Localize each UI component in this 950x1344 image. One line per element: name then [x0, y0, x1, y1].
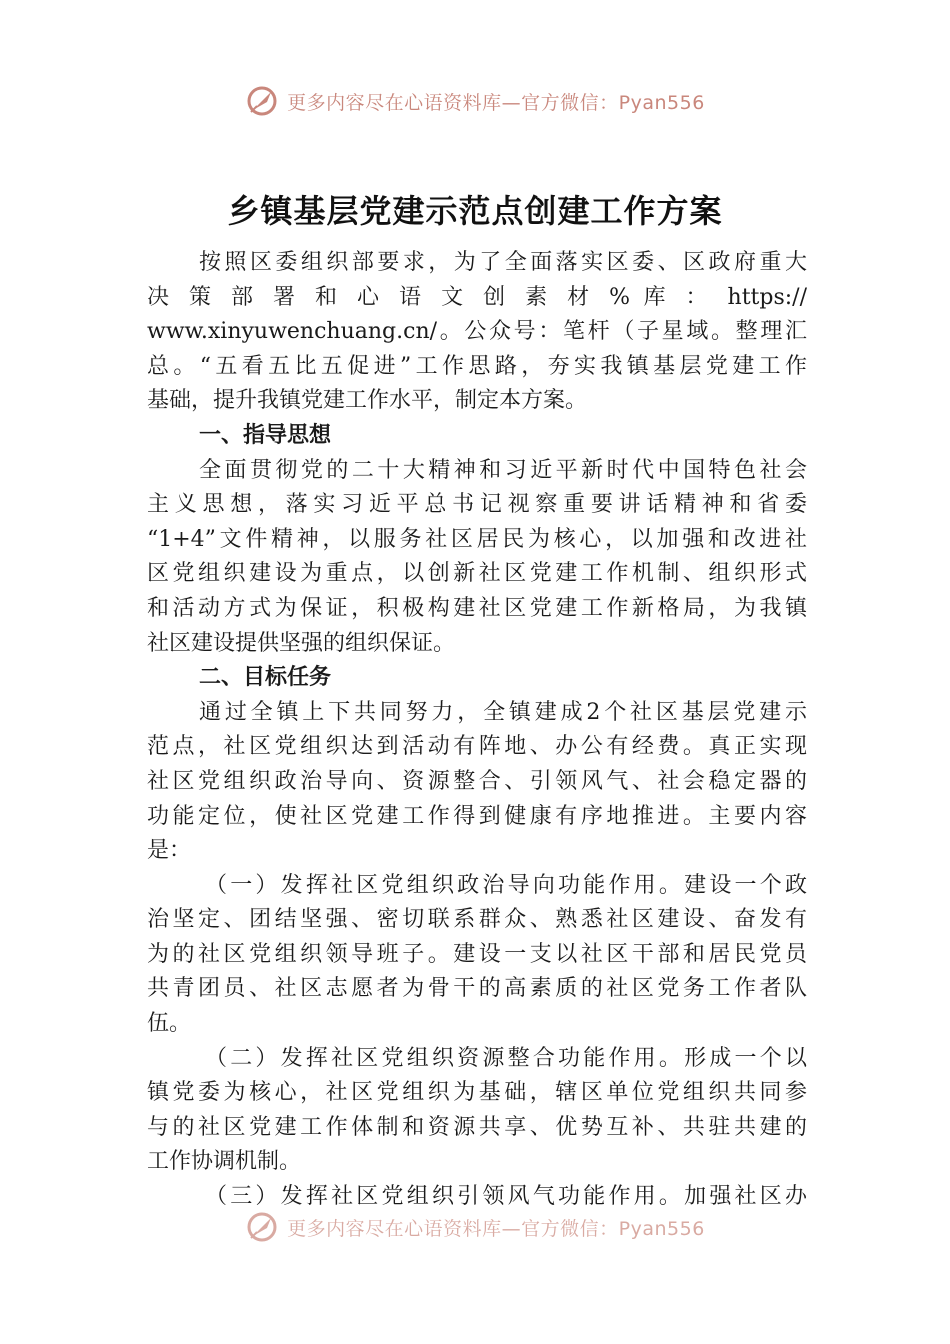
- paragraph-line: 是：: [147, 838, 192, 864]
- quill-logo-icon: [245, 1210, 279, 1244]
- paragraph-line: 通过全镇上下共同努力，全镇建成2个社区基层党建示: [199, 699, 807, 725]
- paragraph-line: 主义思想，落实习近平总书记视察重要讲话精神和省委: [147, 492, 807, 518]
- paragraph-line: （一）发挥社区党组织政治导向功能作用。建设一个政: [205, 872, 807, 898]
- quill-logo-icon: [245, 84, 279, 118]
- paragraph-line: 工作协调机制。: [147, 1149, 302, 1175]
- paragraph-line: 社区党组织政治导向、资源整合、引领风气、社会稳定器的: [147, 768, 807, 794]
- paragraph-line: 共青团员、社区志愿者为骨干的高素质的社区党务工作者队: [147, 976, 807, 1002]
- section-heading: 二、目标任务: [199, 665, 332, 691]
- paragraph-line: 全面贯彻党的二十大精神和习近平新时代中国特色社会: [199, 457, 807, 483]
- paragraph-line: 社区建设提供坚强的组织保证。: [147, 630, 456, 656]
- document-title: 乡镇基层党建示范点创建工作方案: [227, 192, 723, 230]
- paragraph-line: 区党组织建设为重点，以创新社区党建工作机制、组织形式: [147, 561, 807, 587]
- paragraph-line: 伍。: [147, 1011, 192, 1037]
- paragraph-line: （二）发挥社区党组织资源整合功能作用。形成一个以: [205, 1045, 807, 1071]
- paragraph-line: 基础，提升我镇党建工作水平，制定本方案。: [147, 388, 588, 414]
- paragraph-line: 决 策 部 署 和 心 语 文 创 素 材 % 库 ： https://: [147, 284, 807, 310]
- paragraph-line: 和活动方式为保证，积极构建社区党建工作新格局，为我镇: [147, 595, 807, 621]
- paragraph-line: 范点，社区党组织达到活动有阵地、办公有经费。真正实现: [147, 734, 807, 760]
- paragraph-line: 功能定位，使社区党建工作得到健康有序地推进。主要内容: [147, 803, 807, 829]
- paragraph-line: 总。“五看五比五促进”工作思路，夯实我镇基层党建工作: [147, 353, 807, 379]
- watermark-text: 更多内容尽在心语资料库—官方微信：Pyan556: [287, 1217, 705, 1240]
- watermark-footer: [0, 1210, 950, 1248]
- paragraph-line: 治坚定、团结坚强、密切联系群众、熟悉社区建设、奋发有: [147, 907, 807, 933]
- paragraph-line: “1+4”文件精神，以服务社区居民为核心，以加强和改进社: [147, 526, 807, 552]
- document-body: [147, 246, 807, 1215]
- paragraph-line: 镇党委为核心，社区党组织为基础，辖区单位党组织共同参: [147, 1080, 807, 1106]
- paragraph-line: www.xinyuwenchuang.cn/。公众号：笔杆（子星域。整理汇: [147, 319, 807, 345]
- paragraph-line: 与的社区党建工作体制和资源共享、优势互补、共驻共建的: [147, 1114, 807, 1140]
- paragraph-line: （三）发挥社区党组织引领风气功能作用。加强社区办: [205, 1184, 807, 1210]
- paragraph-line: 按照区委组织部要求，为了全面落实区委、区政府重大: [199, 250, 807, 275]
- paragraph-line: 为的社区党组织领导班子。建设一支以社区干部和居民党员: [147, 941, 807, 967]
- section-heading: 一、指导思想: [199, 422, 332, 448]
- watermark-header: [0, 84, 950, 122]
- watermark-text: 更多内容尽在心语资料库—官方微信：Pyan556: [287, 91, 705, 114]
